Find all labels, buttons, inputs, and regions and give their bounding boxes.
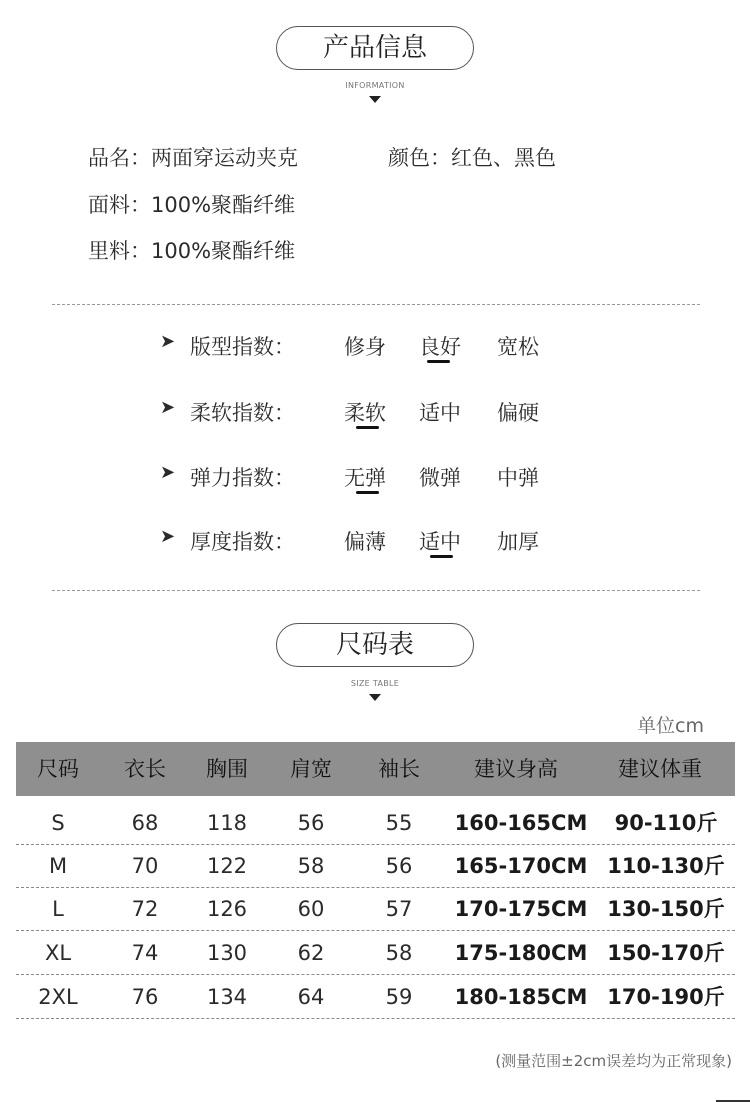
header-cell: 袖长: [378, 757, 420, 781]
table-cell: 59: [385, 985, 413, 1009]
table-cell: 2XL: [38, 985, 78, 1009]
table-cell: 68: [131, 811, 159, 835]
info-lining-row: [88, 235, 295, 265]
table-cell: 64: [297, 985, 325, 1009]
arrow-right-icon: ➤: [160, 462, 176, 483]
table-cell: 56: [385, 854, 413, 878]
divider: [52, 590, 700, 591]
header-cell: 肩宽: [290, 757, 332, 781]
index-option: 微弹: [419, 466, 461, 490]
index-option: 加厚: [497, 530, 539, 554]
table-cell: 126: [206, 897, 248, 921]
table-cell: 175-180CM: [454, 941, 588, 965]
index-option-selected: 良好: [419, 335, 461, 359]
table-row: [16, 802, 735, 845]
section-title-info: 产品信息: [276, 26, 474, 70]
table-cell: 58: [385, 941, 413, 965]
table-cell: 170-175CM: [454, 897, 588, 921]
table-cell: 150-170斤: [607, 941, 725, 965]
table-cell: XL: [44, 941, 72, 965]
index-option: 偏硬: [497, 401, 539, 425]
table-cell: 180-185CM: [454, 985, 588, 1009]
header-cell: 尺码: [37, 757, 79, 781]
size-table-header: [16, 742, 735, 796]
table-cell: 56: [297, 811, 325, 835]
info-fabric-row: [88, 189, 295, 219]
table-cell: 57: [385, 897, 413, 921]
table-cell: 118: [206, 811, 248, 835]
table-cell: 70: [131, 854, 159, 878]
table-cell: 74: [131, 941, 159, 965]
lining-value: 100%聚酯纤维: [151, 239, 296, 263]
table-cell: 76: [131, 985, 159, 1009]
table-cell: L: [52, 897, 64, 921]
table-cell: 165-170CM: [454, 854, 588, 878]
index-option-selected: 适中: [419, 530, 461, 554]
color-label: 颜色：: [388, 146, 451, 170]
unit-label: 单位cm: [637, 715, 704, 737]
index-label: 厚度指数：: [190, 530, 295, 554]
index-label: 柔软指数：: [190, 401, 295, 425]
color-value: 红色、黑色: [451, 146, 556, 170]
index-option: 适中: [419, 401, 461, 425]
info-name-row: [88, 142, 298, 172]
index-option-selected: 无弹: [344, 466, 386, 490]
table-cell: 90-110斤: [614, 811, 718, 835]
table-cell: 134: [206, 985, 248, 1009]
table-cell: 60: [297, 897, 325, 921]
fabric-label: 面料：: [88, 193, 151, 217]
table-cell: 122: [206, 854, 248, 878]
table-row: [16, 976, 735, 1019]
table-cell: 58: [297, 854, 325, 878]
header-cell: 衣长: [124, 757, 166, 781]
table-row: [16, 932, 735, 975]
table-cell: 110-130斤: [607, 854, 725, 878]
info-color-row: [388, 142, 556, 172]
section-subtitle-info: INFORMATION: [345, 81, 405, 90]
table-cell: S: [51, 811, 65, 835]
index-label: 弹力指数：: [190, 466, 295, 490]
section-subtitle-size: SIZE TABLE: [350, 679, 400, 688]
name-label: 品名：: [88, 146, 151, 170]
table-cell: 130-150斤: [607, 897, 725, 921]
index-option: 偏薄: [344, 530, 386, 554]
table-cell: 170-190斤: [607, 985, 725, 1009]
header-cell: 建议体重: [618, 757, 702, 781]
selected-underline: [430, 555, 453, 558]
index-option: 中弹: [497, 466, 539, 490]
table-cell: 160-165CM: [454, 811, 588, 835]
index-option: 修身: [344, 335, 386, 359]
table-cell: 62: [297, 941, 325, 965]
table-cell: 130: [206, 941, 248, 965]
header-cell: 胸围: [206, 757, 248, 781]
arrow-right-icon: ➤: [160, 331, 176, 352]
table-cell: M: [48, 854, 68, 878]
divider: [52, 304, 700, 305]
index-option: 宽松: [497, 335, 539, 359]
table-cell: 72: [131, 897, 159, 921]
header-cell: 建议身高: [474, 757, 558, 781]
index-option-selected: 柔软: [344, 401, 386, 425]
selected-underline: [427, 360, 450, 363]
fabric-value: 100%聚酯纤维: [151, 193, 296, 217]
section-title-size: 尺码表: [276, 623, 474, 667]
arrow-right-icon: ➤: [160, 397, 176, 418]
selected-underline: [356, 491, 379, 494]
name-value: 两面穿运动夹克: [151, 146, 298, 170]
table-row: [16, 845, 735, 888]
table-cell: 55: [385, 811, 413, 835]
index-label: 版型指数：: [190, 335, 295, 359]
down-triangle-icon: [369, 694, 381, 701]
measurement-note: (测量范围±2cm误差均为正常现象): [495, 1052, 732, 1070]
selected-underline: [356, 426, 379, 429]
table-row: [16, 888, 735, 931]
down-triangle-icon: [369, 96, 381, 103]
lining-label: 里料：: [88, 239, 151, 263]
arrow-right-icon: ➤: [160, 526, 176, 547]
